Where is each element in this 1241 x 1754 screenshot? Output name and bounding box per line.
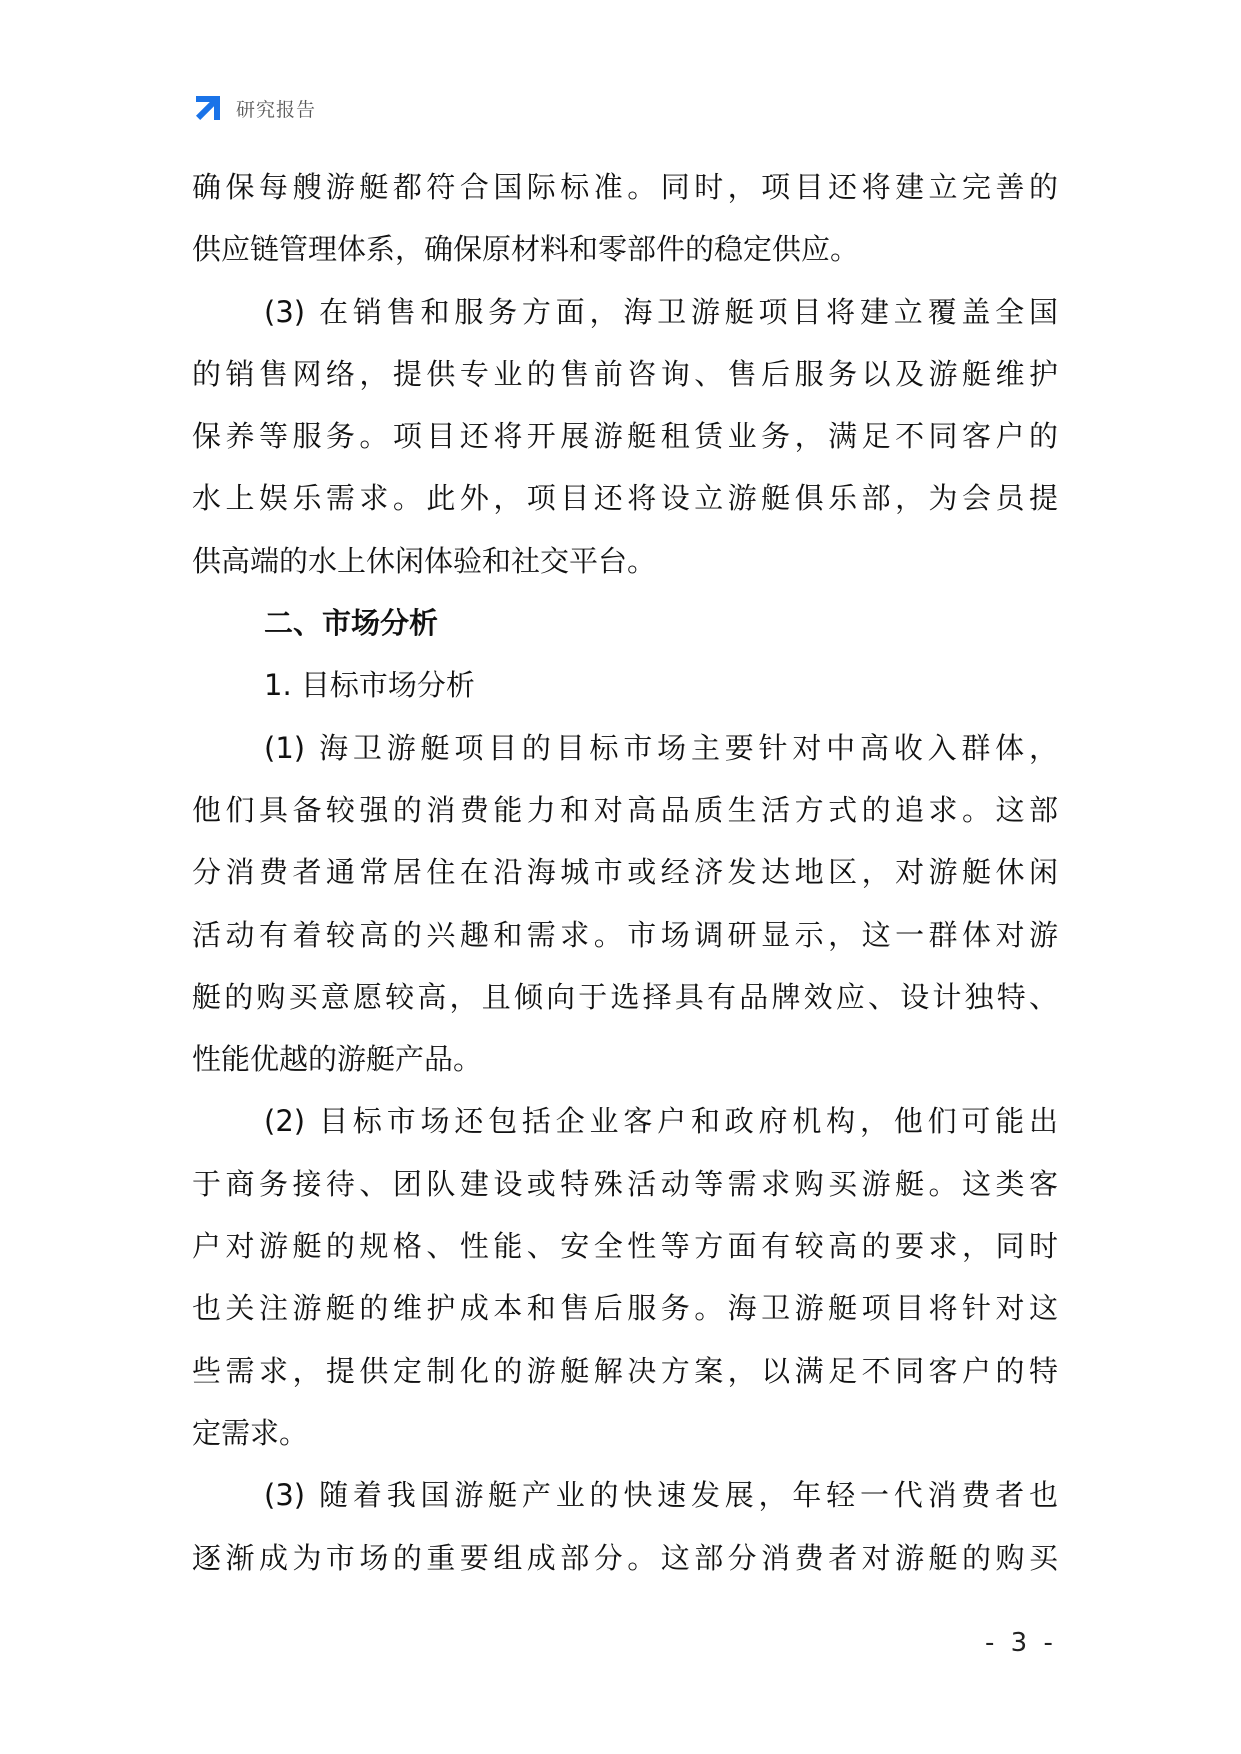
text-line: 定需求。 bbox=[192, 1415, 309, 1450]
document-body bbox=[192, 156, 1058, 1589]
paragraph-start: (2) 目标市场还包括企业客户和政府机构，他们可能出 bbox=[264, 1104, 1058, 1139]
text-line: 些需求，提供定制化的游艇解决方案，以满足不同客户的特 bbox=[192, 1353, 1058, 1388]
arrow-up-right-icon bbox=[192, 92, 224, 124]
text-line: 也关注游艇的维护成本和售后服务。海卫游艇项目将针对这 bbox=[192, 1291, 1058, 1326]
text-line: 保养等服务。项目还将开展游艇租赁业务，满足不同客户的 bbox=[192, 419, 1058, 454]
paragraph-start: (3) 随着我国游艇产业的快速发展，年轻一代消费者也 bbox=[264, 1478, 1058, 1513]
text-line: 活动有着较高的兴趣和需求。市场调研显示，这一群体对游 bbox=[192, 917, 1058, 952]
text-line: 性能优越的游艇产品。 bbox=[192, 1042, 483, 1077]
header-title: 研究报告 bbox=[236, 98, 317, 121]
paragraph-start: (3) 在销售和服务方面，海卫游艇项目将建立覆盖全国 bbox=[264, 294, 1058, 329]
text-line: 户对游艇的规格、性能、安全性等方面有较高的要求，同时 bbox=[192, 1229, 1058, 1264]
text-line: 逐渐成为市场的重要组成部分。这部分消费者对游艇的购买 bbox=[192, 1540, 1058, 1575]
page-number: - 3 - bbox=[985, 1628, 1057, 1658]
text-line: 水上娱乐需求。此外，项目还将设立游艇俱乐部，为会员提 bbox=[192, 481, 1058, 516]
text-line: 分消费者通常居住在沿海城市或经济发达地区，对游艇休闲 bbox=[192, 855, 1058, 890]
paragraph-start: (1) 海卫游艇项目的目标市场主要针对中高收入群体， bbox=[264, 730, 1058, 765]
subsection-heading: 1. 目标市场分析 bbox=[264, 668, 475, 703]
text-line: 于商务接待、团队建设或特殊活动等需求购买游艇。这类客 bbox=[192, 1166, 1058, 1201]
text-line: 供应链管理体系，确保原材料和零部件的稳定供应。 bbox=[192, 232, 860, 267]
text-line: 艇的购买意愿较高，且倾向于选择具有品牌效应、设计独特、 bbox=[192, 979, 1058, 1014]
section-heading: 二、市场分析 bbox=[264, 606, 439, 641]
text-line: 他们具备较强的消费能力和对高品质生活方式的追求。这部 bbox=[192, 792, 1058, 827]
text-line: 供高端的水上休闲体验和社交平台。 bbox=[192, 543, 657, 578]
text-line: 确保每艘游艇都符合国际标准。同时，项目还将建立完善的 bbox=[192, 170, 1058, 204]
text-line: 的销售网络，提供专业的售前咨询、售后服务以及游艇维护 bbox=[192, 356, 1058, 391]
page-header bbox=[192, 90, 316, 126]
